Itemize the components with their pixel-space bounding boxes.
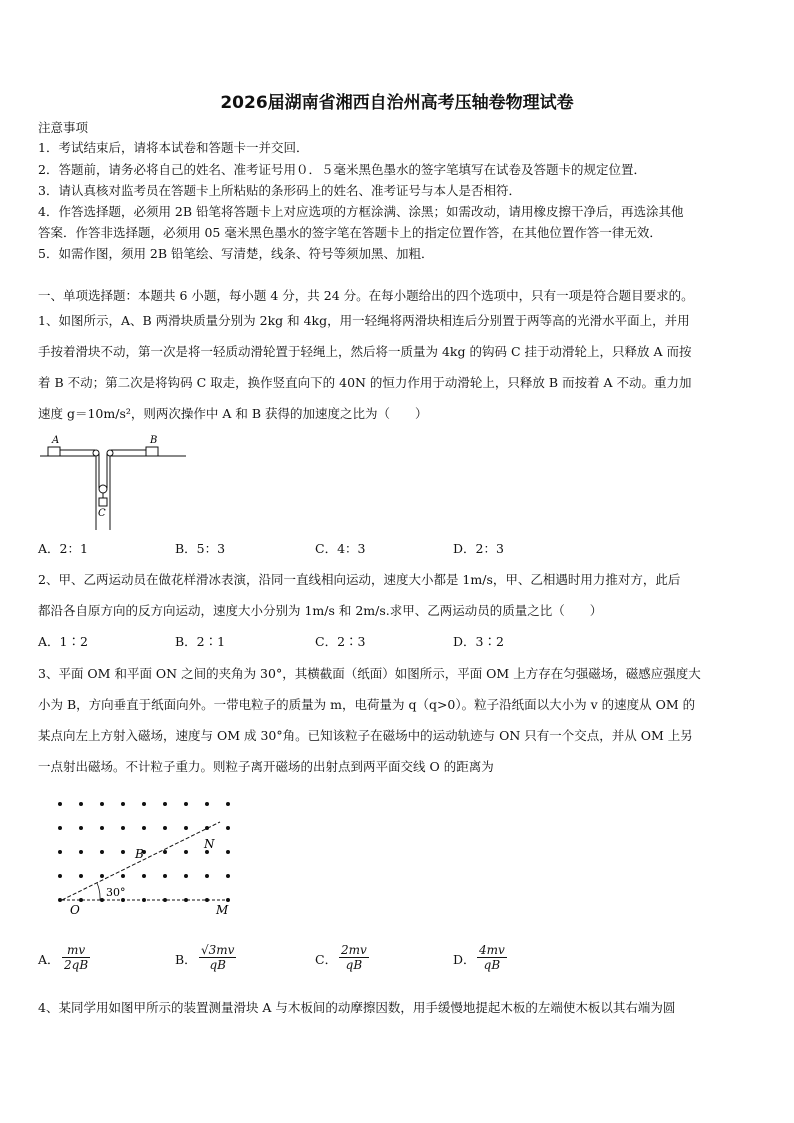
field-dot — [163, 826, 167, 830]
q3-magnetic-field-figure — [38, 790, 248, 920]
q1-text-line: 速度 g＝10m/s²，则两次操作中 A 和 B 获得的加速度之比为（ ） — [38, 406, 428, 421]
section-heading: 一、单项选择题：本题共 6 小题，每小题 4 分，共 24 分。在每小题给出的四个选项中，只有一项是符合题目要求的。 — [38, 288, 694, 303]
q3-option-c-label: C． — [315, 952, 338, 967]
field-dot — [184, 802, 188, 806]
field-dot — [226, 850, 230, 854]
fig-label-b: B — [150, 435, 158, 446]
q2-option-b: B．2∶1 — [175, 634, 226, 649]
field-dot — [226, 874, 230, 878]
notice-item: 3．请认真核对监考员在答题卡上所粘贴的条形码上的姓名、准考证号与本人是否相符． — [38, 183, 521, 198]
fig-label-angle: 30° — [106, 886, 126, 899]
q1-option-a: A．2：1 — [38, 541, 88, 556]
q3-option-b-label: B． — [175, 952, 197, 967]
fig-label-a: A — [52, 435, 60, 446]
q1-text-line: 着 B 不动；第二次是将钩码 C 取走，换作竖直向下的 40N 的恒力作用于动滑轮上，只释放 B 而按着 A 不动。重力加 — [38, 375, 692, 390]
denominator: qB — [209, 958, 226, 972]
field-dot — [100, 802, 104, 806]
notice-item: 答案．作答非选择题，必须用 05 毫米黑色墨水的签字笔在答题卡上的指定位置作答，在其他位置作答一律无效． — [38, 225, 662, 240]
fig-label-o: O — [70, 903, 80, 917]
q3-option-d-fraction — [477, 943, 507, 972]
q2-text-line: 2、甲、乙两运动员在做花样滑冰表演，沿同一直线相向运动，速度大小都是 1m/s，甲、乙相遇时用力推对方，此后 — [38, 572, 681, 587]
q4-text-line: 4、某同学用如图甲所示的装置测量滑块 A 与木板间的动摩擦因数，用手缓慢地提起木板的左端使木板以其右端为圆 — [38, 1000, 676, 1015]
field-dot — [79, 802, 83, 806]
q3-option-a-label: A． — [38, 952, 60, 967]
field-dot — [79, 826, 83, 830]
notice-item: 2．答题前，请务必将自己的姓名、准考证号用０．５毫米黑色墨水的签字笔填写在试卷及答题卡的规定位置． — [38, 162, 646, 177]
field-dot — [58, 850, 62, 854]
q3-option-d-label: D． — [453, 952, 476, 967]
q1-text-line: 手按着滑块不动，第一次是将一轻质动滑轮置于轻绳上，然后将一质量为 4kg 的钩码 C 挂于动滑轮上，只释放 A 而按 — [38, 344, 692, 359]
q2-option-a: A．1∶2 — [38, 634, 88, 649]
q1-pulley-figure — [38, 432, 188, 532]
denominator: qB — [345, 958, 363, 972]
fig-label-m: M — [216, 903, 229, 917]
field-dot — [58, 802, 62, 806]
field-dot — [184, 850, 188, 854]
q1-text-line: 1、如图所示，A、B 两滑块质量分别为 2kg 和 4kg，用一轻绳将两滑块相连后分别置于两等高的光滑水平面上，并用 — [38, 313, 690, 328]
q3-text-line: 某点向左上方射入磁场，速度与 OM 成 30°角。已知该粒子在磁场中的运动轨迹与 ON 只有一个交点，并从 OM 上另 — [38, 728, 693, 743]
q3-text-line: 小为 B，方向垂直于纸面向外。一带电粒子的质量为 m，电荷量为 q（q>0）。粒子沿纸面以大小为 v 的速度从 OM 的 — [38, 697, 696, 712]
numerator: √3mv — [201, 943, 235, 957]
field-dot — [58, 898, 62, 902]
notice-item: 1．考试结束后，请将本试卷和答题卡一并交回． — [38, 140, 309, 155]
denominator: qB — [483, 958, 501, 972]
q1-option-c: C．4：3 — [315, 541, 366, 556]
field-dot — [142, 874, 146, 878]
field-dot — [163, 874, 167, 878]
field-dot — [100, 874, 104, 878]
field-dot — [163, 802, 167, 806]
field-dot — [79, 874, 83, 878]
q2-option-c: C．2∶3 — [315, 634, 366, 649]
field-dot — [205, 802, 209, 806]
field-dot — [121, 802, 125, 806]
q2-text-line: 都沿各自原方向的反方向运动，速度大小分别为 1m/s 和 2m/s.求甲、乙两运动员的质量之比（ ） — [38, 603, 603, 618]
q3-option-a-fraction — [62, 943, 90, 972]
field-dot — [142, 802, 146, 806]
numerator: 4mv — [479, 943, 505, 957]
q1-option-d: D．2：3 — [453, 541, 504, 556]
field-dot — [100, 850, 104, 854]
field-dot — [163, 850, 167, 854]
q1-option-b: B．5：3 — [175, 541, 226, 556]
fig-label-b: B — [135, 847, 144, 861]
q3-text-line: 3、平面 OM 和平面 ON 之间的夹角为 30°，其横截面（纸面）如图所示，平面 OM 上方存在匀强磁场，磁感应强度大 — [38, 666, 701, 681]
fig-label-c: C — [98, 508, 106, 519]
q3-text-line: 一点射出磁场。不计粒子重力。则粒子离开磁场的出射点到两平面交线 O 的距离为 — [38, 759, 494, 774]
notice-item: 5．如需作图，须用 2B 铅笔绘、写清楚，线条、符号等须加黑、加粗． — [38, 246, 434, 261]
q3-option-b-fraction — [199, 943, 236, 972]
field-dot — [184, 826, 188, 830]
fig-label-n: N — [204, 837, 215, 851]
field-dot — [184, 874, 188, 878]
field-dot — [226, 826, 230, 830]
field-dot — [79, 850, 83, 854]
q3-option-c-fraction — [339, 943, 369, 972]
field-dot — [121, 826, 125, 830]
field-dot — [100, 826, 104, 830]
numerator: 2mv — [341, 943, 367, 957]
denominator: 2qB — [64, 958, 89, 972]
field-dot — [58, 874, 62, 878]
q2-option-d: D．3∶2 — [453, 634, 504, 649]
field-dot — [121, 874, 125, 878]
field-dot — [121, 850, 125, 854]
field-dot — [226, 802, 230, 806]
field-dot — [58, 826, 62, 830]
page-title: 2026届湖南省湘西自治州高考压轴卷物理试卷 — [220, 93, 574, 113]
notice-item: 4．作答选择题，必须用 2B 铅笔将答题卡上对应选项的方框涂满、涂黑；如需改动，请用橡皮擦干净后，再选涂其他 — [38, 204, 684, 219]
field-dot — [142, 826, 146, 830]
field-dot — [205, 874, 209, 878]
numerator: mv — [62, 943, 90, 958]
notice-heading: 注意事项 — [38, 120, 89, 135]
